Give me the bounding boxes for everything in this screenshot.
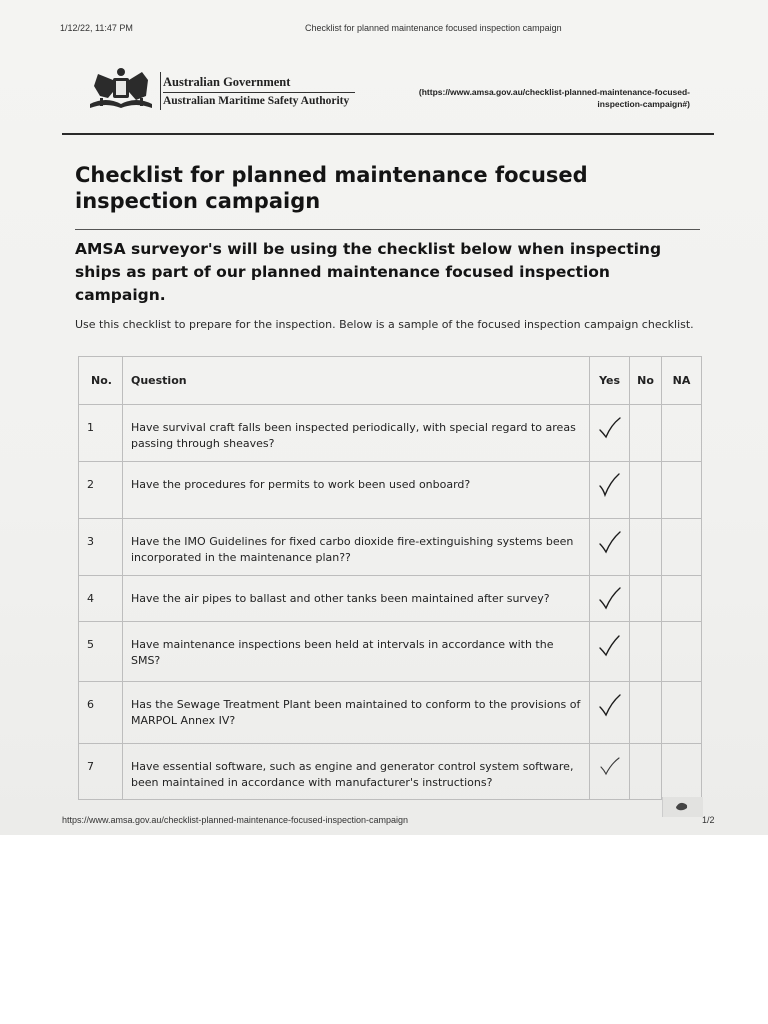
- handwritten-checkmark-icon: [597, 529, 623, 555]
- no-cell[interactable]: [630, 576, 662, 622]
- table-row: [79, 622, 702, 682]
- row-question: Have the procedures for permits to work been used onboard?: [122, 462, 589, 519]
- header-question: Question: [122, 357, 589, 405]
- row-question: Have essential software, such as engine and generator control system software, been maintained in accordance with manufacturer's instructions?: [122, 744, 589, 800]
- na-cell[interactable]: [662, 519, 702, 576]
- government-header: [82, 66, 722, 126]
- page-title: Checklist for planned maintenance focused inspection campaign: [75, 163, 588, 213]
- table-row: [79, 405, 702, 462]
- coat-of-arms-icon: [86, 66, 156, 112]
- header-url-link[interactable]: (https://www.amsa.gov.au/checklist-planned-maintenance-focused-inspection-campaign#): [418, 87, 690, 109]
- handwritten-checkmark-icon: [597, 692, 623, 718]
- footer-url: https://www.amsa.gov.au/checklist-planned-maintenance-focused-inspection-campaign: [62, 815, 409, 825]
- title-rule: [75, 229, 700, 230]
- row-number: 4: [79, 576, 123, 622]
- header-na: NA: [662, 357, 702, 405]
- row-question: Have survival craft falls been inspected periodically, with special regard to areas passing through sheaves?: [122, 405, 589, 462]
- print-title: Checklist for planned maintenance focused inspection campaign: [305, 23, 562, 33]
- na-cell[interactable]: [662, 744, 702, 800]
- yes-cell[interactable]: [590, 682, 630, 744]
- handwritten-checkmark-icon: [597, 586, 623, 612]
- no-cell[interactable]: [630, 744, 662, 800]
- na-cell[interactable]: [662, 405, 702, 462]
- agency-rule: [163, 92, 355, 93]
- government-name: Australian Government: [163, 75, 291, 89]
- page-subtitle: AMSA surveyor's will be using the checklist below when inspecting ships as part of our planned maintenance focused inspection campaign.: [75, 240, 662, 304]
- page-number: 1/2: [702, 815, 715, 825]
- table-row: [79, 744, 702, 800]
- row-question: Has the Sewage Treatment Plant been maintained to conform to the provisions of MARPOL Annex IV?: [122, 682, 589, 744]
- yes-cell[interactable]: [590, 576, 630, 622]
- header-rule: [62, 133, 714, 135]
- print-date: 1/12/22, 11:47 PM: [60, 23, 133, 33]
- no-cell[interactable]: [630, 405, 662, 462]
- table-row: [79, 576, 702, 622]
- row-number: 7: [79, 744, 123, 800]
- no-cell[interactable]: [630, 682, 662, 744]
- table-row: [79, 462, 702, 519]
- scan-page-corner: [662, 797, 703, 817]
- row-number: 5: [79, 622, 123, 682]
- yes-cell[interactable]: [590, 462, 630, 519]
- header-yes: Yes: [590, 357, 630, 405]
- handwritten-checkmark-icon: [597, 472, 623, 498]
- na-cell[interactable]: [662, 576, 702, 622]
- checklist-table: [78, 356, 702, 800]
- ink-smudge-icon: [675, 801, 689, 811]
- no-cell[interactable]: [630, 462, 662, 519]
- na-cell[interactable]: [662, 622, 702, 682]
- na-cell[interactable]: [662, 462, 702, 519]
- row-question: Have maintenance inspections been held at intervals in accordance with the SMS?: [122, 622, 589, 682]
- row-question: Have the IMO Guidelines for fixed carbo dioxide fire-extinguishing systems been incorporated in the maintenance plan??: [122, 519, 589, 576]
- handwritten-checkmark-icon: [597, 754, 623, 780]
- table-row: [79, 682, 702, 744]
- table-row: [79, 519, 702, 576]
- row-question: Have the air pipes to ballast and other tanks been maintained after survey?: [122, 576, 589, 622]
- row-number: 2: [79, 462, 123, 519]
- agency-name: Australian Maritime Safety Authority: [163, 95, 350, 107]
- header-no-answer: No: [630, 357, 662, 405]
- row-number: 6: [79, 682, 123, 744]
- na-cell[interactable]: [662, 682, 702, 744]
- yes-cell[interactable]: [590, 622, 630, 682]
- yes-cell[interactable]: [590, 405, 630, 462]
- no-cell[interactable]: [630, 622, 662, 682]
- row-number: 3: [79, 519, 123, 576]
- yes-cell[interactable]: [590, 744, 630, 800]
- header-no: No.: [79, 357, 123, 405]
- handwritten-checkmark-icon: [597, 415, 623, 441]
- yes-cell[interactable]: [590, 519, 630, 576]
- intro-text: Use this checklist to prepare for the inspection. Below is a sample of the focused inspection campaign checklist.: [75, 318, 694, 331]
- table-header-row: [79, 357, 702, 405]
- row-number: 1: [79, 405, 123, 462]
- header-divider: [160, 72, 161, 110]
- no-cell[interactable]: [630, 519, 662, 576]
- handwritten-checkmark-icon: [597, 632, 623, 658]
